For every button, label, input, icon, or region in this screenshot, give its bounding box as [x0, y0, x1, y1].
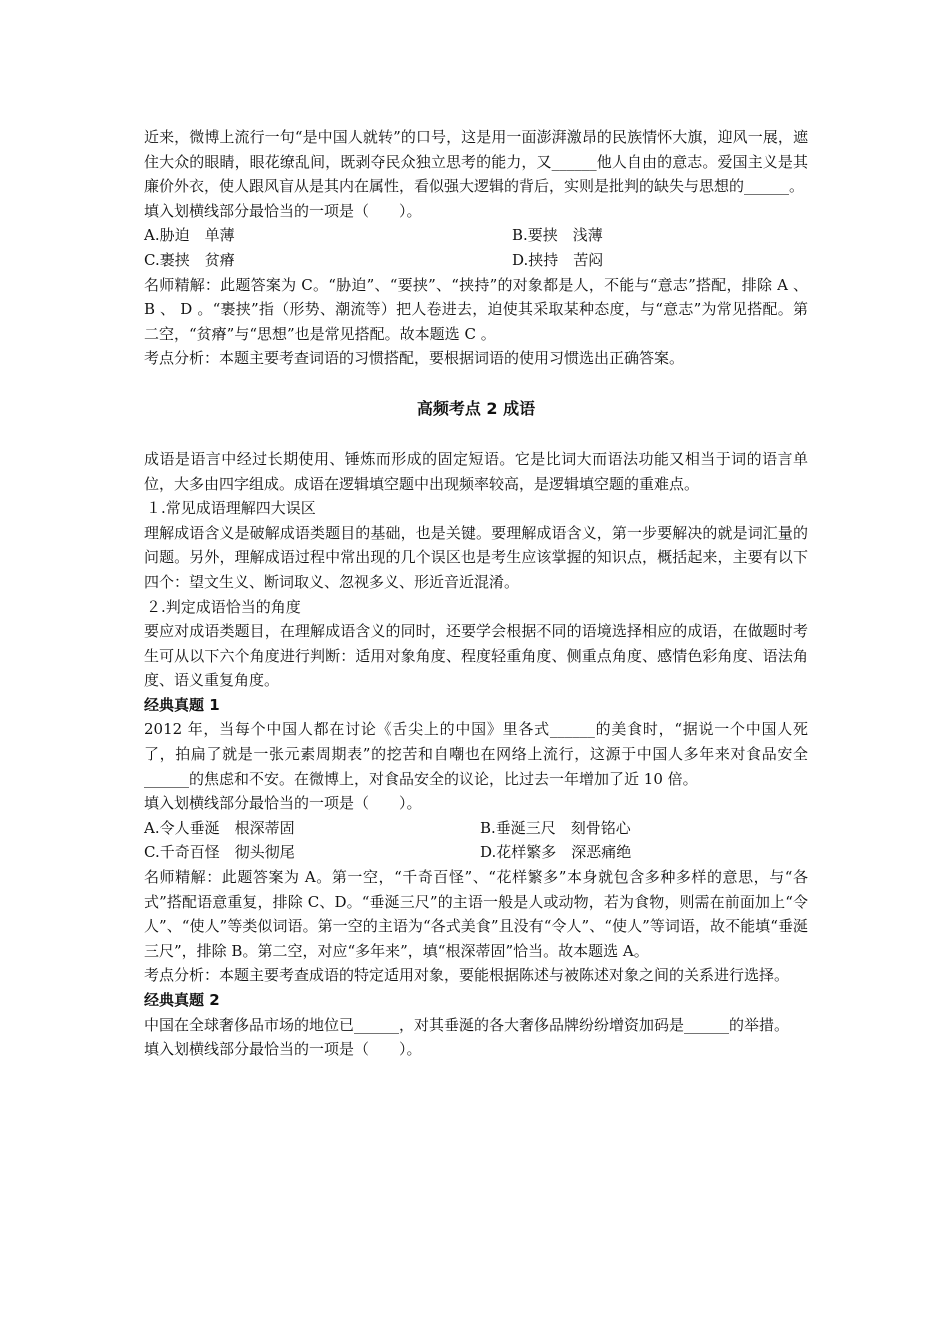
document-body	[144, 125, 808, 1062]
option-a: A.令人垂涎 根深蒂固	[144, 818, 295, 837]
option-a: A.胁迫 单薄	[144, 226, 235, 245]
question-passage: 2012 年，当每个中国人都在讨论《舌尖上的中国》里各式______的美食时，“据说一个中国人死了，拍扁了就是一张元素周期表”的挖苦和自嘲也在网络上流行，这源于中国人多年来对食品安全______的焦虑和不安。在微博上，对食品安全的议论，比过去一年增加了近 10 倍。	[144, 720, 808, 788]
question-passage: 中国在全球奢侈品市场的地位已______，对其垂涎的各大奢侈品牌纷纷增资加码是______的举措。	[144, 1015, 790, 1034]
options-row	[144, 223, 808, 248]
question-prompt: 填入划横线部分最恰当的一项是（ ）。	[144, 201, 422, 220]
point-analysis: 考点分析：本题主要考查成语的特定适用对象，要能根据陈述与被陈述对象之间的关系进行选择。	[144, 966, 790, 985]
section-title: 高频考点 2 成语	[416, 398, 536, 418]
section-paragraph-1: 理解成语含义是破解成语类题目的基础，也是关键。要理解成语含义，第一步要解决的就是词汇量的问题。另外，理解成语过程中常出现的几个误区也是考生应该掌握的知识点，概括起来，主要有以下四个：望文生义、断词取义、忽视多义、形近音近混淆。	[144, 523, 808, 591]
question-heading-1: 经典真题 1	[144, 695, 220, 714]
option-d: D.挟持 苦闷	[512, 250, 604, 269]
option-c: C.裹挟 贫瘠	[144, 250, 235, 269]
option-d: D.花样繁多 深恶痛绝	[480, 843, 632, 862]
options-row	[144, 840, 808, 865]
section-intro: 成语是语言中经过长期使用、锤炼而形成的固定短语。它是比词大而语法功能又相当于词的语言单位，大多由四字组成。成语在逻辑填空题中出现频率较高，是逻辑填空题的重难点。	[144, 449, 808, 493]
subheading-1: １.常见成语理解四大误区	[146, 499, 316, 518]
question-prompt: 填入划横线部分最恰当的一项是（ ）。	[144, 1040, 422, 1059]
answer-analysis: 名师精解：此题答案为 A。第一空，“千奇百怪”、“花样繁多”本身就包含多种多样的意思，与“各式”搭配语意重复，排除 C、D。“垂涎三尺”的主语一般是人或动物，若为食物，则需在前面加上“令人”、“使人”等类似词语。第一空的主语为“各式美食”且没有“令人”、“使人”等词语，故不能填“垂涎三尺”，排除 B。第二空，对应“多年来”，填“根深蒂固”恰当。故本题选 A。	[144, 868, 808, 960]
options-row	[144, 248, 808, 273]
question-heading-2: 经典真题 2	[144, 991, 220, 1009]
point-analysis: 考点分析：本题主要考查词语的习惯搭配，要根据词语的使用习惯选出正确答案。	[144, 349, 685, 368]
option-b: B.要挟 浅薄	[512, 226, 603, 245]
question-passage: 近来，微博上流行一句“是中国人就转”的口号，这是用一面澎湃激昂的民族情怀大旗，迎风一展，遮住大众的眼睛，眼花缭乱间，既剥夺民众独立思考的能力，又______他人自由的意志。爱国主义是其廉价外衣，使人跟风盲从是其内在属性，看似强大逻辑的背后，实则是批判的缺失与思想的______。	[144, 128, 808, 196]
question-prompt: 填入划横线部分最恰当的一项是（ ）。	[144, 794, 422, 813]
options-row	[144, 816, 808, 841]
answer-analysis: 名师精解：此题答案为 C。“胁迫”、“要挟”、“挟持”的对象都是人，不能与“意志”搭配，排除 A 、 B 、 D 。“裹挟”指（形势、潮流等）把人卷进去，迫使其采取某种态度，与“意志”为常见搭配。第二空，“贫瘠”与“思想”也是常见搭配。故本题选 C 。	[144, 275, 808, 343]
subheading-2: ２.判定成语恰当的角度	[146, 597, 301, 616]
section-paragraph-2: 要应对成语类题目，在理解成语含义的同时，还要学会根据不同的语境选择相应的成语，在做题时考生可从以下六个角度进行判断：适用对象角度、程度轻重角度、侧重点角度、感情色彩角度、语法角度、语义重复角度。	[144, 622, 808, 690]
option-c: C.千奇百怪 彻头彻尾	[144, 843, 295, 862]
option-b: B.垂涎三尺 刻骨铭心	[480, 818, 631, 837]
